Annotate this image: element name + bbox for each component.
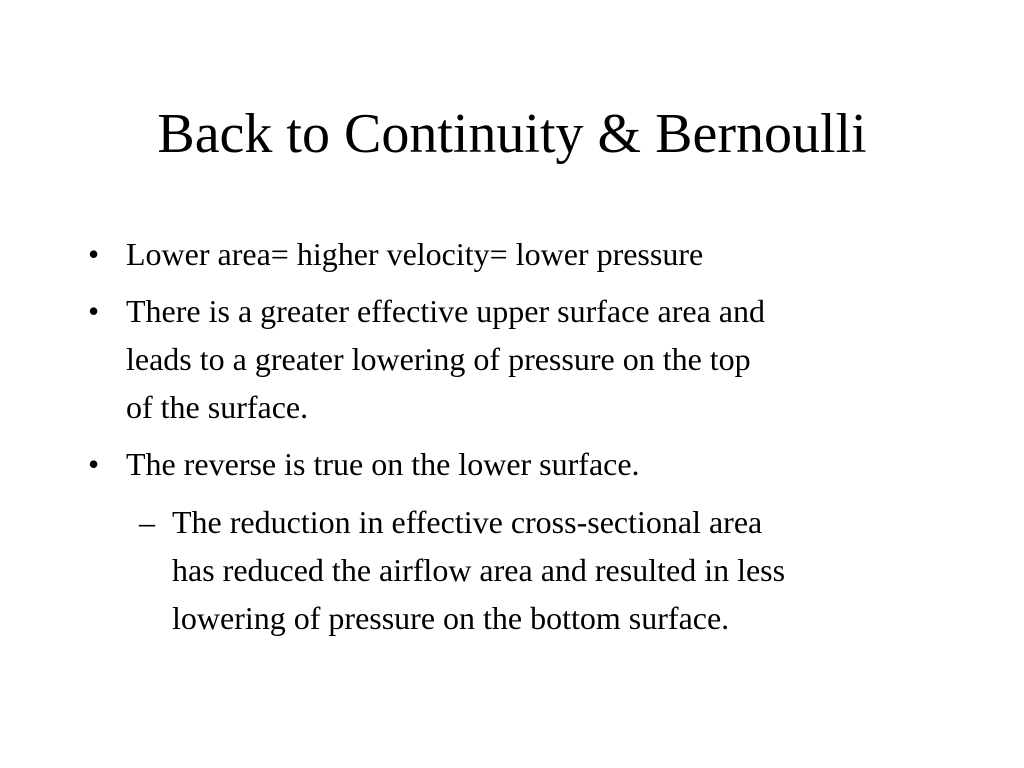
sub-bullet-line: lowering of pressure on the bottom surface. xyxy=(172,600,730,636)
sub-bullet-line: has reduced the airflow area and resulted in less xyxy=(172,552,786,588)
slide-title: Back to Continuity & Bernoulli xyxy=(157,103,867,165)
bullet-marker: • xyxy=(88,236,100,272)
bullet-line: There is a greater effective upper surface area and xyxy=(126,293,765,329)
bullet-line: of the surface. xyxy=(126,389,309,425)
bullet-line: leads to a greater lowering of pressure on the top xyxy=(126,341,751,377)
bullet-line: Lower area= higher velocity= lower pressure xyxy=(126,236,704,272)
bullet-marker: • xyxy=(88,446,100,482)
bullet-line: The reverse is true on the lower surface. xyxy=(126,446,640,482)
sub-bullet-line: The reduction in effective cross-sectional area xyxy=(172,504,763,540)
sub-bullet-marker: – xyxy=(139,504,155,540)
bullet-marker: • xyxy=(88,293,100,329)
